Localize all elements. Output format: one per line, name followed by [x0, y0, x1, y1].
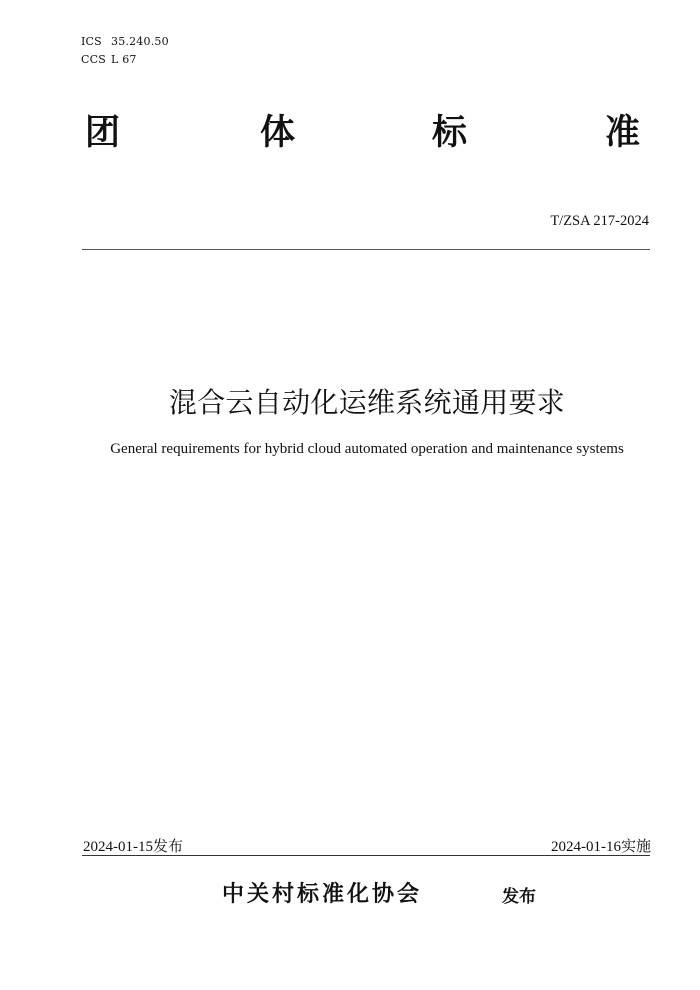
banner-char-4: 准 [605, 113, 641, 153]
publisher-name: 中关村标准化协会 [222, 882, 423, 907]
ccs-value: L 67 [111, 53, 137, 66]
banner-char-2: 体 [260, 113, 296, 153]
ics-code [81, 35, 169, 49]
document-title-zh: 混合云自动化运维系统通用要求 [168, 386, 566, 419]
implement-date: 2024-01-16 [550, 839, 621, 855]
ics-value: 35.240.50 [111, 35, 169, 48]
top-divider [82, 249, 650, 250]
document-title-en: General requirements for hybrid cloud automated operation and maintenance systems [110, 441, 624, 457]
implement-date-line [551, 835, 651, 856]
ccs-code [81, 53, 137, 67]
bottom-divider [82, 855, 650, 856]
implement-label: 实施 [620, 837, 651, 855]
publish-label: 发布 [502, 887, 536, 907]
ccs-label: CCS [81, 53, 106, 66]
standard-number: T/ZSA 217-2024 [550, 213, 649, 229]
ics-label: ICS [81, 35, 102, 48]
banner-char-1: 团 [85, 113, 121, 153]
banner-char-3: 标 [432, 113, 468, 153]
release-date: 2024-01-15 [83, 839, 153, 855]
release-date-line [83, 835, 183, 856]
release-label: 发布 [153, 837, 184, 855]
